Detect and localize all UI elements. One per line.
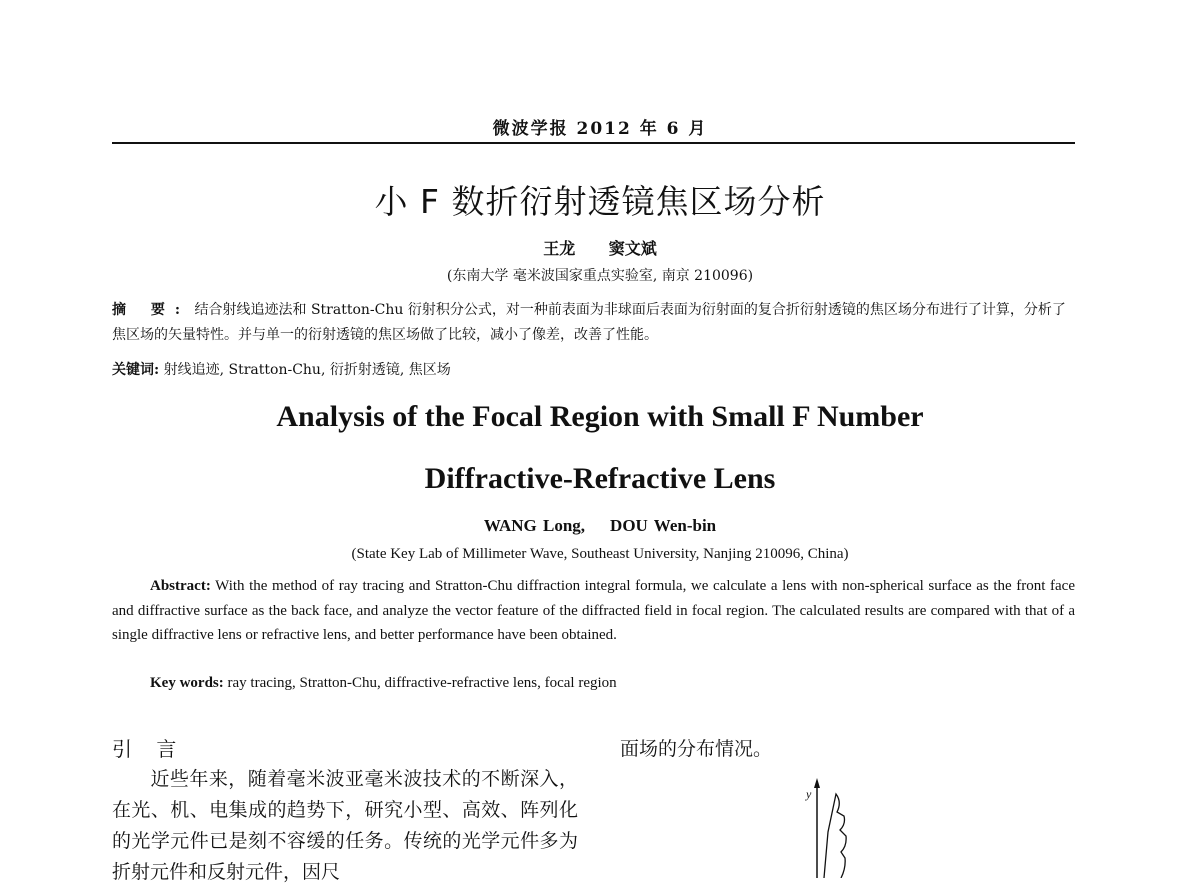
english-abstract [112,574,1075,648]
chinese-keywords [112,359,1075,379]
english-abstract-label: Abstract: [150,578,211,594]
english-affiliation: (State Key Lab of Millimeter Wave, Southeast University, Nanjing 210096, China) [351,546,849,562]
chinese-abstract [112,298,1075,348]
figure-axis-label: y [806,787,812,801]
chinese-abstract-text: 结合射线追迹法和 Stratton-Chu 衍射积分公式，对一种前表面为非球面后表面为衍射面的复合折衍射透镜的焦区场分布进行了计算，分析了焦区场的矢量特性。并与单一的衍射透镜的焦区场做了比较，减小了像差，改善了性能。 [112,302,1066,343]
english-keywords-label: Key words: [150,675,224,691]
introduction-text: 近些年来，随着毫米波亚毫米波技术的不断深入，在光、机、电集成的趋势下，研究小型、高效、阵列化的光学元件已是刻不容缓的任务。传统的光学元件多为折射元件和反射元件，因尺 [112,768,578,883]
chinese-title: 小 F 数折衍射透镜焦区场分析 [374,182,826,221]
english-authors: WANG Long, DOU Wen-bin [483,516,717,535]
running-head: 微波学报 2012 年 6 月 [492,119,708,139]
section-heading: 引 言 [112,737,177,761]
english-keywords-text: ray tracing, Stratton-Chu, diffractive-refractive lens, focal region [227,675,617,691]
introduction-body [112,764,578,888]
english-abstract-text: With the method of ray tracing and Stratton-Chu diffraction integral formula, we calculate a lens with non-spherical surface as the front face and diffractive surface as the back face, and analyze the vector feature of the diffracted field in focal region. The calculated results are compared with that of a single diffractive lens or refractive lens, and better performance have been obtained. [112,578,1075,643]
right-column-text: 面场的分布情况。 [620,738,773,760]
english-keywords [150,675,1075,692]
chinese-keywords-label: 关键词: [112,362,160,378]
chinese-keywords-text: 射线追迹, Stratton-Chu, 衍折射透镜, 焦区场 [163,362,451,378]
chinese-abstract-label: 摘 要: [112,302,191,318]
header-rule [112,142,1075,144]
chinese-affiliation: (东南大学 毫米波国家重点实验室, 南京 210096) [446,268,754,284]
english-title-line2: Diffractive-Refractive Lens [424,462,776,495]
figure-lens-profile [824,794,846,878]
figure-axis-arrow [814,778,820,788]
lens-figure [790,772,880,878]
chinese-authors: 王龙 窦文斌 [543,239,657,258]
english-title-line1: Analysis of the Focal Region with Small F Number [276,400,924,433]
